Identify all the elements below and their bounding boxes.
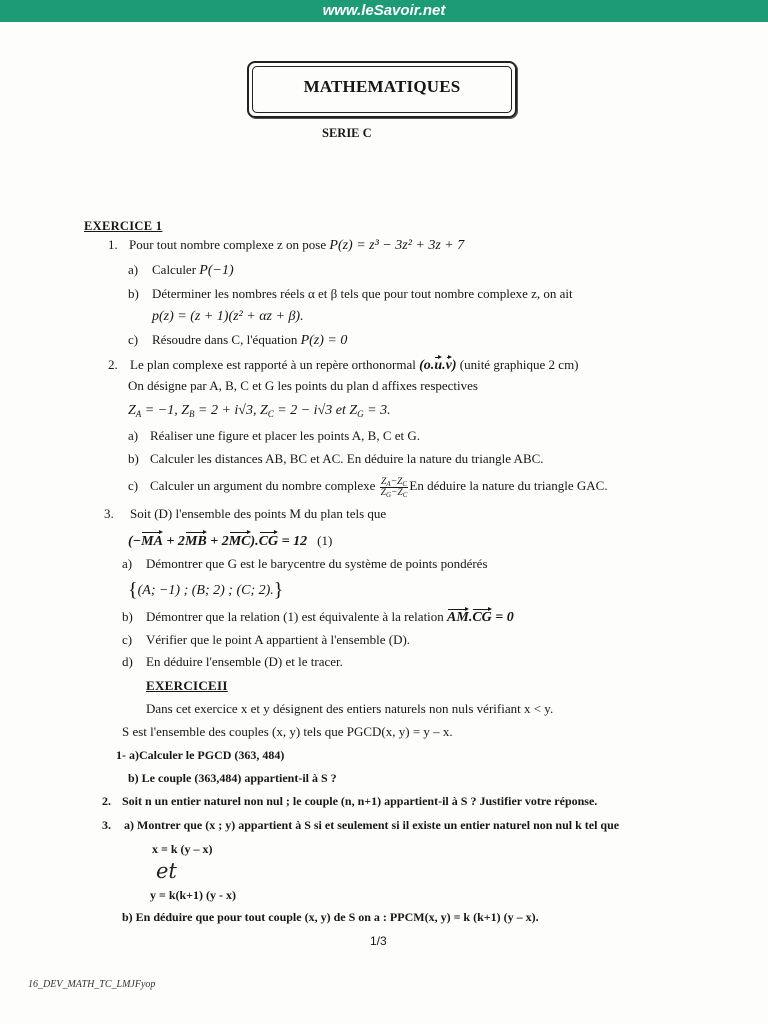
vector-mb: MB (185, 531, 207, 551)
item-label: d) (122, 654, 133, 669)
question-text: Soit n un entier naturel non nul ; le couple (n, n+1) appartient-il à S ? Justifier votre réponse. (122, 794, 598, 808)
affix-symbol: Z (259, 403, 268, 418)
affix-value: = 2 − i√3 et (273, 403, 350, 418)
relation-plus: + 2 (206, 534, 229, 549)
numerator-term: Z (381, 476, 387, 487)
affix-symbol: Z (349, 403, 358, 418)
ex1-q1 (108, 237, 464, 254)
ex1-q2-affixes (128, 403, 391, 419)
denominator-index: C (402, 490, 408, 499)
item-text: Démontrer que G est le barycentre du système de points pondérés (146, 556, 488, 571)
ex2-q1-b: b) Le couple (363,484) appartient-il à S ? (128, 771, 337, 785)
item-label: b) (128, 286, 139, 301)
ex2-definition: S est l'ensemble des couples (x, y) tels que PGCD(x, y) = y – x. (122, 724, 453, 739)
weighted-points: (A; −1) ; (B; 2) ; (C; 2). (137, 583, 274, 598)
frame-open: (o. (419, 358, 435, 373)
vector-mc: MC (229, 531, 251, 551)
affix-index: G (357, 409, 364, 419)
ex2-q3-eq1: x = k (y – x) (152, 842, 213, 856)
site-banner (0, 0, 768, 22)
title-box (247, 61, 517, 118)
item-text: Réaliser une figure et placer les points A, B, C et G. (150, 428, 421, 443)
item-label: b) (122, 609, 133, 624)
item-label: c) (128, 478, 139, 493)
ex1-q3-b (122, 608, 514, 626)
denominator-term: Z (380, 487, 386, 498)
vector-am: AM (447, 610, 469, 625)
vector-cg: CG (259, 531, 278, 551)
item-text: Vérifier que le point A appartient à l'ensemble (D). (146, 632, 411, 647)
ratio-denominator (380, 488, 409, 498)
question-number: 3. (104, 506, 114, 521)
affix-symbol: Z (181, 403, 189, 418)
item-label: b) (128, 451, 139, 466)
question-number: 2. (102, 794, 111, 808)
item-text: Résoudre dans C, l'équation (152, 332, 298, 347)
frame-dot: . (442, 358, 446, 373)
question-text: Pour tout nombre complexe z on pose (129, 237, 327, 252)
item-label: c) (128, 332, 139, 347)
question-number: 1. (108, 237, 118, 252)
question-number: 3. (102, 818, 111, 832)
ex1-q2 (108, 356, 579, 374)
ex1-q2-a (128, 428, 420, 444)
numerator-operator: − (390, 476, 398, 487)
relation-open: (− (128, 534, 142, 549)
denominator-term: Z (397, 487, 403, 498)
ex1-q3-c (122, 632, 410, 648)
serie-label: SERIE C (322, 126, 372, 140)
frame-close: ) (451, 358, 457, 373)
polynomial-formula: P(z) = z³ − 3z² + 3z + 7 (329, 238, 465, 253)
ex1-q3 (104, 506, 386, 522)
ex1-q1-b-identity: p(z) = (z + 1)(z² + αz + β). (152, 309, 304, 324)
document-reference: 16_DEV_MATH_TC_LMJFyop (28, 979, 156, 990)
question-text: Le plan complexe est rapporté à un repère orthonormal (130, 357, 416, 372)
site-name: www.leSavoir.net (322, 2, 446, 19)
relation-close: ). (250, 534, 259, 549)
ex1-q2-b (128, 451, 544, 467)
page-title: MATHEMATIQUES (303, 77, 461, 96)
vector-v: v (445, 358, 452, 373)
vector-product (447, 610, 514, 625)
item-label: a) (128, 428, 139, 443)
item-math: P(−1) (199, 263, 234, 278)
exercice1-heading: EXERCICE 1 (84, 219, 163, 233)
vector-u: u (434, 358, 443, 373)
item-text: Déterminer les nombres réels α et β tels que pour tout nombre complexe z, on ait (152, 286, 573, 301)
right-brace: } (273, 579, 284, 601)
item-math: P(z) = 0 (300, 333, 348, 348)
page-number: 1/3 (370, 934, 387, 948)
ex1-q3-d (122, 654, 343, 670)
item-text: Démontrer que la relation (1) est équivalente à la relation (146, 609, 444, 624)
ratio-numerator (380, 477, 409, 488)
handwritten-et: et (156, 859, 177, 883)
affix-index: A (135, 409, 142, 419)
item-label: a) (128, 262, 139, 277)
ex1-q1-c (128, 332, 347, 349)
unit-text: (unité graphique 2 cm) (459, 357, 579, 372)
item-text: Calculer un argument du nombre complexe (150, 478, 376, 493)
item-label: c) (122, 632, 133, 647)
item-text: Calculer (152, 262, 197, 277)
vector-cg: CG (472, 610, 492, 625)
ex1-q1-a (128, 262, 234, 279)
ex2-q3-a (102, 817, 619, 833)
numerator-index: C (402, 479, 407, 488)
ex1-q3-a-set (128, 580, 283, 601)
left-brace: { (128, 579, 138, 601)
affix-symbol: Z (128, 403, 136, 418)
item-text-continued: En déduire la nature du triangle GAC. (409, 478, 608, 493)
denominator-index: G (385, 490, 391, 499)
ex2-q3-b: b) En déduire que pour tout couple (x, y) de S on a : PPCM(x, y) = k (k+1) (y – x). (122, 910, 539, 924)
relation-rhs: = 12 (278, 534, 308, 549)
item-text: En déduire l'ensemble (D) et le tracer. (146, 654, 343, 669)
numerator-term: Z (397, 476, 403, 487)
ex2-q3-eq2: y = k(k+1) (y - x) (150, 888, 237, 902)
frame-notation (419, 358, 456, 373)
question-number: 2. (108, 357, 118, 372)
complex-ratio (380, 477, 409, 498)
denominator-operator: − (391, 487, 398, 498)
question-text: Soit (D) l'ensemble des points M du plan tels que (130, 506, 387, 521)
vector-ma: MA (141, 531, 163, 551)
ex1-q3-relation (128, 531, 332, 551)
affix-value: = −1, (141, 403, 182, 418)
ex1-q1-b (128, 286, 573, 302)
question-text: a) Montrer que (x ; y) appartient à S si et seulement si il existe un entier naturel non nul k tel que (124, 818, 620, 832)
affix-value: = 3. (363, 403, 391, 418)
relation-plus: + 2 (162, 534, 185, 549)
product-dot: . (468, 610, 473, 625)
affix-value: = 2 + i√3, (194, 403, 260, 418)
ex1-q3-a (122, 556, 488, 572)
exercice2-heading: EXERCICEII (146, 678, 228, 693)
ex2-intro: Dans cet exercice x et y désignent des entiers naturels non nuls vérifiant x < y. (146, 701, 554, 716)
ex2-q1-a: 1- a)Calculer le PGCD (363, 484) (116, 748, 285, 762)
item-label: a) (122, 556, 133, 571)
ex2-q2 (102, 793, 597, 809)
vector-relation (128, 534, 307, 549)
product-rhs: = 0 (491, 610, 514, 625)
affix-index: C (267, 409, 274, 419)
ex1-q2-intro: On désigne par A, B, C et G les points du plan d affixes respectives (128, 378, 478, 393)
ex1-q2-c (128, 475, 608, 498)
item-text: Calculer les distances AB, BC et AC. En déduire la nature du triangle ABC. (150, 451, 544, 466)
numerator-index: A (386, 479, 391, 488)
affix-index: B (189, 409, 195, 419)
relation-tag: (1) (317, 533, 333, 548)
